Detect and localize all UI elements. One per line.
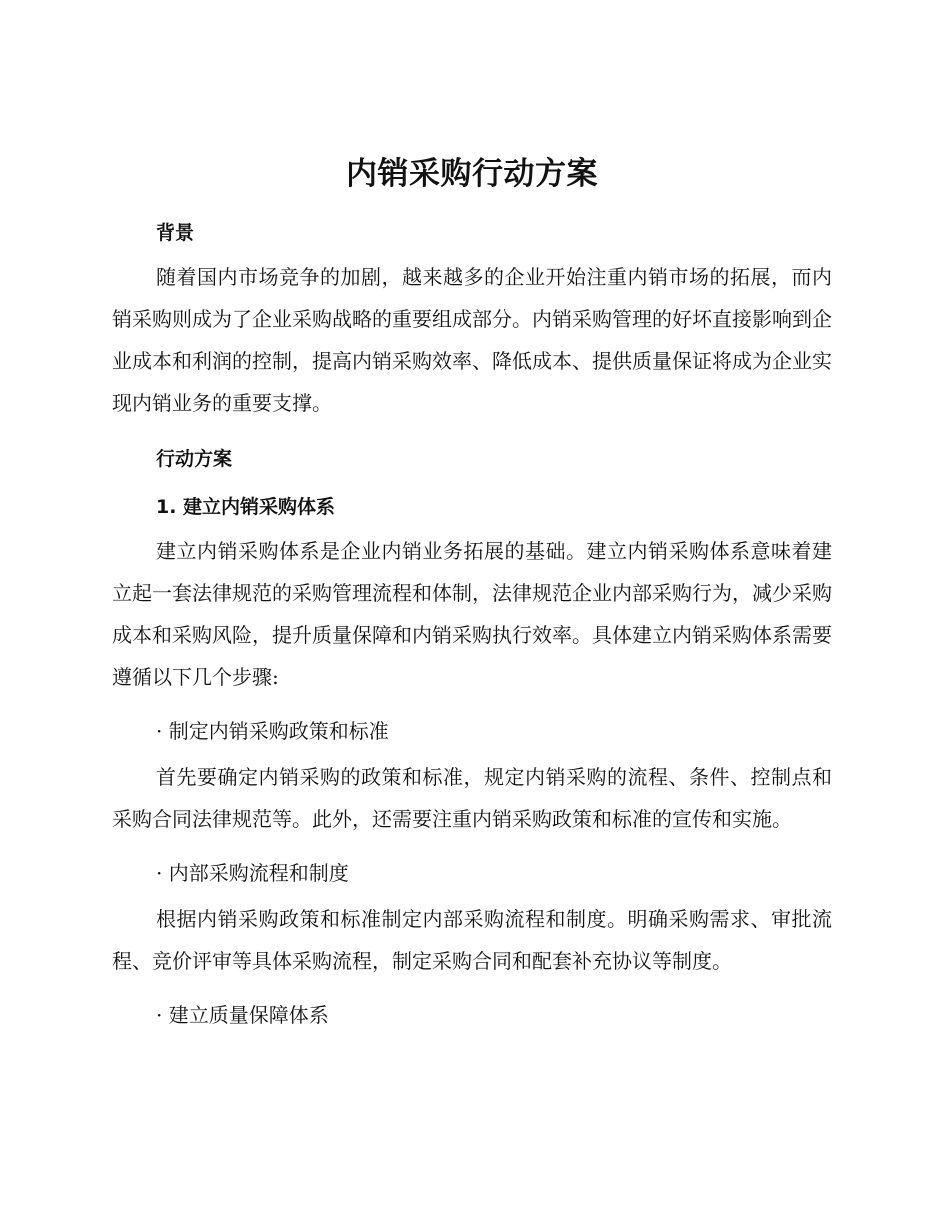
- internal-process-paragraph: 根据内销采购政策和标准制定内部采购流程和制度。明确采购需求、审批流程、竞价评审等具体采购流程，制定采购合同和配套补充协议等制度。: [112, 907, 832, 973]
- spacer: [112, 746, 832, 756]
- bullet-item-internal-process: · 内部采购流程和制度: [156, 861, 349, 885]
- section-heading-action-plan: 行动方案: [156, 448, 233, 470]
- policy-standard-paragraph: 首先要确定内销采购的政策和标准，规定内销采购的流程、条件、控制点和采购合同法律规范等。此外，还需要注重内销采购政策和标准的宣传和实施。: [112, 765, 832, 831]
- spacer: [112, 982, 832, 1000]
- subsection-heading-procurement-system: 1. 建立内销采购体系: [156, 496, 336, 518]
- spacer: [112, 520, 832, 530]
- procurement-system-paragraph: 建立内销采购体系是企业内销业务拓展的基础。建立内销采购体系意味着建立起一套法律规范的采购管理流程和体制，法律规范企业内部采购行为，减少采购成本和采购风险，提升质量保障和内销采购执行效率。具体建立内销采购体系需要遵循以下几个步骤:: [112, 539, 832, 689]
- spacer: [112, 424, 832, 446]
- bullet-item-policy-standard: · 制定内销采购政策和标准: [156, 719, 389, 743]
- spacer: [112, 246, 832, 256]
- document-title: 内销采购行动方案: [346, 156, 598, 192]
- background-paragraph: 随着国内市场竞争的加剧，越来越多的企业开始注重内销市场的拓展，而内销采购则成为了企业采购战略的重要组成部分。内销采购管理的好坏直接影响到企业成本和利润的控制，提高内销采购效率、降低成本、提供质量保证将成为企业实现内销业务的重要支撑。: [112, 265, 832, 415]
- document-page: [112, 146, 832, 1030]
- spacer: [112, 840, 832, 858]
- spacer: [112, 888, 832, 898]
- spacer: [112, 698, 832, 716]
- bullet-item-quality-system: · 建立质量保障体系: [156, 1003, 329, 1027]
- spacer: [112, 472, 832, 494]
- section-heading-background: 背景: [156, 222, 195, 244]
